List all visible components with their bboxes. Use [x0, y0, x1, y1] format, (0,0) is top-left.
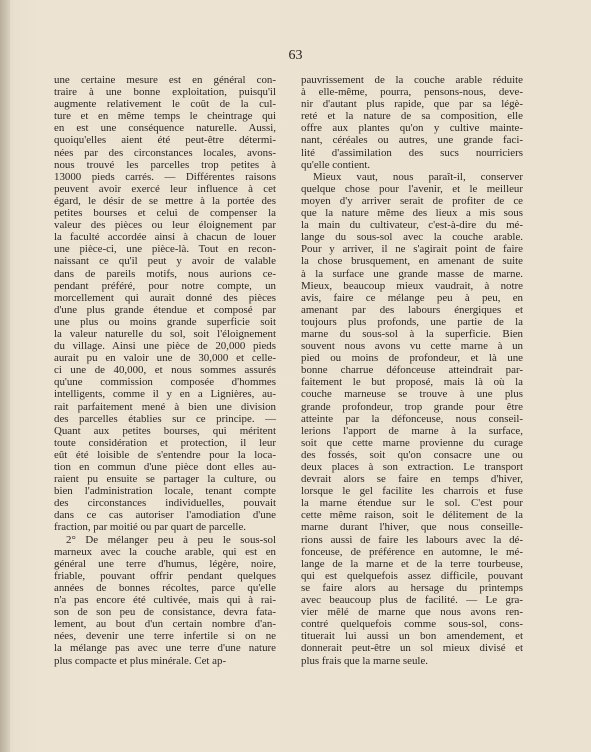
text-line: naissant ce qu'il peut y avoir de valable: [54, 255, 276, 268]
text-line: n'a pas encore été cultivée, mais qui à rai-: [54, 594, 276, 607]
text-line: Pour y arriver, il ne s'agirait point de faire: [301, 243, 523, 256]
text-line: une plus ou moins grande superficie soit: [54, 315, 276, 328]
text-line: aurait pu en valoir une de 30,000 et celle-: [54, 352, 276, 365]
text-line: deux places à son extraction. Le transport: [301, 461, 523, 473]
text-line: intelligents, comme il y en a Lignières, au-: [54, 388, 276, 401]
text-line: peuvent avoir exercé leur influence à cet: [54, 182, 276, 195]
text-line: toujours plus profonds, une partie de la: [301, 315, 523, 328]
text-line: marne du sous-sol à la superficie. Bien: [301, 327, 523, 340]
right-text-column: [301, 74, 523, 667]
text-line: la marne étendue sur le sol. C'est pour: [301, 497, 523, 510]
text-line: soit que cette marne provienne du curage: [301, 436, 523, 449]
text-line: Mieux, beaucoup mieux vaudrait, à notre: [301, 279, 523, 292]
text-line: son de son peu de consistance, devra fata-: [54, 606, 276, 619]
text-line: couche marneuse se trouve à une plus: [301, 388, 523, 401]
text-line: moyen d'y arriver serait de profiter de ce: [301, 194, 523, 207]
text-line: friable, pouvant offrir pendant quelques: [54, 569, 276, 582]
text-line: grande profondeur, trop grande pour être: [301, 400, 523, 413]
text-line: rait parfaitement mené à bien une division: [54, 400, 276, 413]
text-line: donnerait peut-être un sol mieux divisé et: [301, 642, 523, 655]
text-line: dans de pareils motifs, nous aurions ce-: [54, 267, 276, 280]
text-line: ci une de 40,000, et nous sommes assurés: [54, 364, 276, 377]
text-line: général une terre d'humus, légère, noire,: [54, 557, 276, 570]
text-line: toute considération et protection, il leur: [54, 436, 276, 449]
text-line: marne durant l'hiver, que nous conseille-: [301, 521, 523, 534]
text-line: en est une conséquence naturelle. Aussi,: [54, 122, 276, 135]
text-line: nant, céréales ou autres, une grande faci-: [301, 134, 523, 147]
text-line: devrait alors se faire en temps d'hiver,: [301, 473, 523, 486]
text-line: tituerait lui aussi un bon amendement, et: [301, 630, 523, 643]
text-line: lité d'assimilation des sucs nourriciers: [301, 146, 523, 159]
text-line: égard, le désir de se mettre à la portée des: [54, 194, 276, 207]
text-line: se faire alors au hersage du printemps: [301, 581, 523, 594]
text-line: ture et en même temps le cheintrage qui: [54, 110, 276, 123]
text-line: pied ou moins de profondeur, et là une: [301, 352, 523, 365]
text-line: 2° De mélanger peu à peu le sous-sol: [66, 533, 276, 546]
text-line: lerions l'apport de marne à la surface,: [301, 424, 523, 437]
text-line: lement, au bout d'un certain nombre d'an-: [54, 618, 276, 631]
text-line: traire à une bonne exploitation, puisqu'il: [54, 86, 276, 99]
text-line: lange de la marne et de la terre tourbeuse,: [301, 557, 523, 570]
paragraph: [301, 74, 523, 171]
left-text-column: [54, 74, 276, 667]
text-line: d'une plus grande étendue et composé par: [54, 303, 276, 316]
text-line: la chose brusquement, en amenant de suite: [301, 255, 523, 268]
text-line: du village. Ainsi une pièce de 20,000 pieds: [54, 340, 276, 353]
text-line: avec beaucoup plus de facilité. — Le gra-: [301, 594, 523, 607]
text-line: qui est quelquefois assez difficile, pouvant: [301, 569, 523, 582]
text-line: bonne charrue défonceuse atteindrait par-: [301, 364, 523, 377]
text-line: des fossés, soit qu'on consacre une ou: [301, 448, 523, 461]
text-line: 13000 pieds carrés. — Différentes raisons: [54, 170, 276, 183]
text-line: nir d'autant plus rapide, que par sa légè-: [301, 98, 523, 111]
text-line: faitement le but proposé, mais là où la: [301, 376, 523, 389]
text-line: petites bourses et celui de compenser la: [54, 207, 276, 220]
text-line: la mélange pas avec une terre d'une nature: [54, 642, 276, 655]
text-line: contré quelquefois comme sous-sol, cons-: [301, 618, 523, 631]
text-line: eût été loisible de s'entendre pour la loca-: [54, 448, 276, 461]
paragraph: [54, 74, 276, 534]
text-line: avis, faire ce mélange peu à peu, en: [301, 291, 523, 304]
text-line: augmente relativement le coût de la cul-: [54, 98, 276, 111]
text-line: morcellement qui aurait donné des pièces: [54, 291, 276, 304]
text-line: cette même raison, soit le délitement de la: [301, 509, 523, 522]
paragraph: [54, 534, 276, 667]
text-line: la valeur naturelle du sol, soit l'éloignement: [54, 327, 276, 340]
text-line: offre aux plantes qu'on y cultive mainte-: [301, 122, 523, 135]
text-line: valeur des pièces ou leur éloignement par: [54, 219, 276, 232]
text-line: Mieux vaut, nous paraît-il, conserver: [313, 170, 523, 183]
text-line: raient pu ensuite se partager la culture, ou: [54, 473, 276, 486]
text-line: à elle-même, pourra, pensons-nous, deve-: [301, 86, 523, 99]
text-line: lange du sous-sol avec la couche arable.: [301, 231, 523, 244]
text-line: la faculté accordée ainsi à chacun de louer: [54, 231, 276, 244]
text-line: dans ce cas autoriser l'amodiation d'une: [54, 509, 276, 522]
text-line: quelque chose pour l'avenir, et le meilleur: [301, 182, 523, 195]
text-line: une pièce-ci, une pièce-là. Tout en recon-: [54, 243, 276, 256]
page-number: 63: [288, 48, 303, 63]
text-line: nous trouvé les parcelles trop petites à: [54, 158, 276, 171]
text-line: fraction, par moitié ou par quart de parcelle.: [54, 521, 247, 534]
text-line: Quant aux petites bourses, qui méritent: [54, 424, 276, 437]
text-line: plus compacte et plus minérale. Cet ap-: [54, 654, 227, 667]
text-line: nées, devenir une terre infertile si on ne: [54, 630, 276, 643]
text-line: tion en commun d'une pièce dont elles au-: [54, 461, 276, 473]
text-line: des circonstances individuelles, pouvait: [54, 497, 276, 510]
text-line: souvent nous avons vu cette marne à un: [301, 340, 523, 353]
text-line: qu'une commission composée d'hommes: [54, 376, 276, 389]
text-line: quoiqu'elles aient été peut-être détermi-: [54, 134, 276, 147]
text-line: à la surface une grande masse de marne.: [301, 267, 523, 280]
text-line: pauvrissement de la couche arable réduite: [301, 74, 523, 86]
text-line: vier mêlé de marne que nous avons ren-: [301, 606, 523, 619]
text-line: que la nature même des lieux a mis sous: [301, 207, 523, 220]
text-line: nées par des circonstances locales, avons-: [54, 146, 276, 159]
text-line: fonceuse, de préférence en automne, le mé-: [301, 545, 523, 558]
text-line: atteinte par la défonceuse, nous conseil-: [301, 412, 523, 425]
text-line: la main du cultivateur, c'est-à-dire du mé-: [301, 219, 523, 232]
text-line: marneux avec la couche arable, qui est en: [54, 545, 276, 558]
text-line: reté et la nature de sa composition, elle: [301, 110, 523, 123]
text-line: plus frais que la marne seule.: [301, 654, 429, 667]
text-line: une certaine mesure est en général con-: [54, 74, 276, 86]
text-line: des parcelles établies sur ce principe. —: [54, 412, 276, 425]
text-line: pendant préféré, pour notre compte, un: [54, 279, 276, 292]
paragraph: [301, 171, 523, 667]
text-line: années de bonnes récoltes, parce qu'elle: [54, 581, 276, 594]
text-line: qu'elle contient.: [301, 158, 371, 171]
book-spine-shadow: [0, 0, 10, 752]
text-line: lorsque le gel facilite les charrois et fuse: [301, 485, 523, 498]
text-line: rions aussi de faire les labours avec la dé-: [301, 533, 523, 546]
text-line: amenant par des labours énergiques et: [301, 303, 523, 316]
text-line: bien l'administration locale, tenant compte: [54, 485, 276, 498]
